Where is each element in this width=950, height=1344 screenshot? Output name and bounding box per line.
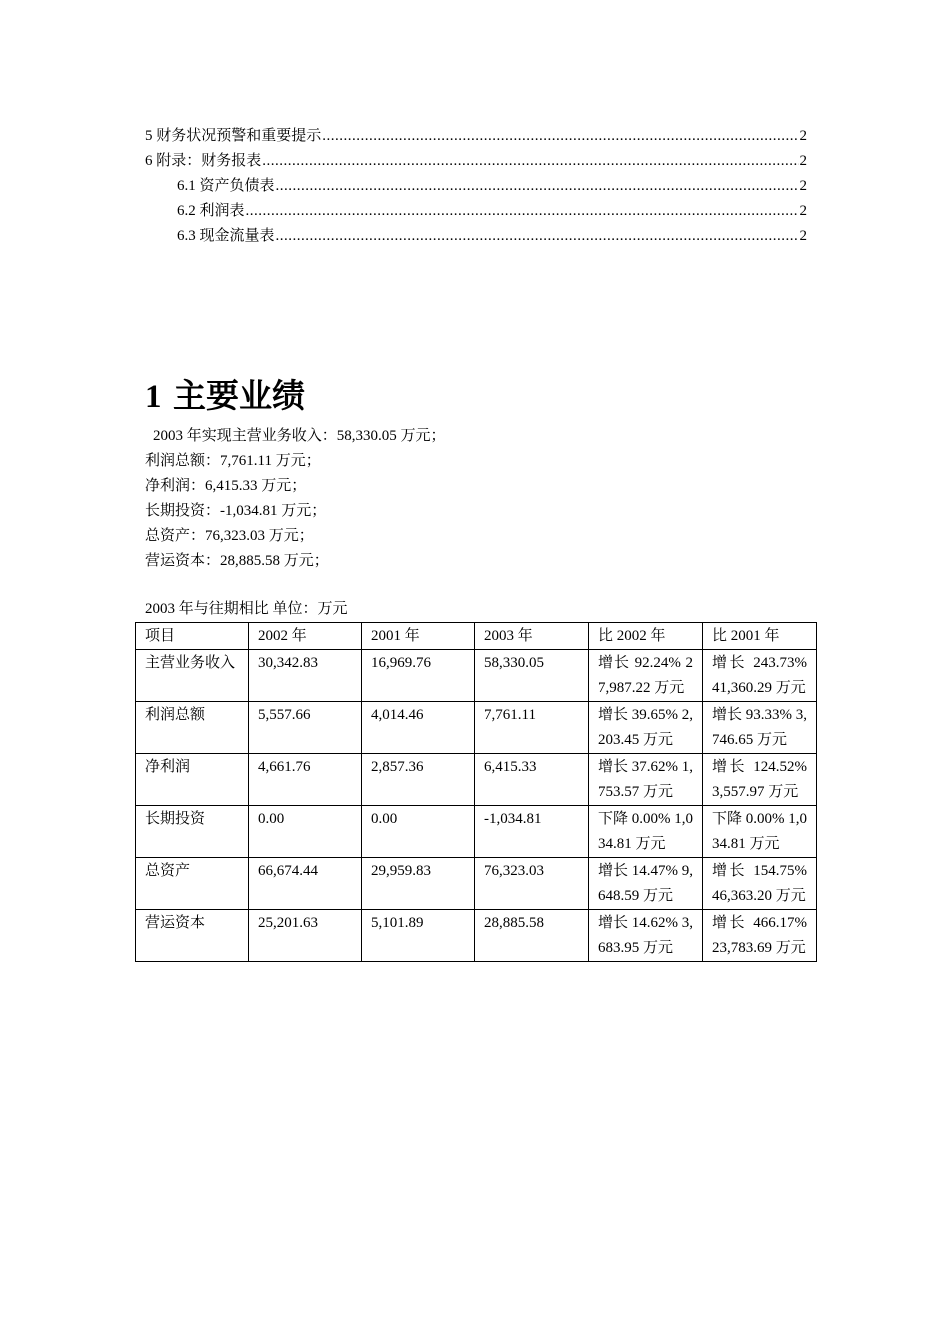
cell-2003: 6,415.33 [475,754,589,806]
cell-item: 净利润 [136,754,249,806]
cell-2003: 7,761.11 [475,702,589,754]
table-header-row [136,623,817,650]
section-title: 主要业绩 [173,376,305,415]
cell-vs-2002: 增长 92.24% 27,987.22 万元 [589,650,703,702]
summary-line: 总资产：76,323.03 万元； [145,528,314,544]
table-row [136,858,817,910]
toc-entry-page: 2 [799,178,807,194]
column-header: 比 2001 年 [703,623,817,650]
toc-leader-dots [246,199,799,224]
toc-entry[interactable] [145,174,807,199]
toc-leader-dots [276,224,799,249]
toc-entry-title: 6.2 利润表 [177,203,245,219]
cell-2001: 2,857.36 [362,754,475,806]
summary-line: 2003 年实现主营业务收入：58,330.05 万元； [153,428,446,444]
toc-leader-dots [322,124,798,149]
cell-item: 长期投资 [136,806,249,858]
section-heading [145,374,305,419]
cell-vs-2002: 增长 14.62% 3,683.95 万元 [589,910,703,962]
cell-item: 主营业务收入 [136,650,249,702]
cell-vs-2001: 增长 466.17% 23,783.69 万元 [703,910,817,962]
cell-item: 利润总额 [136,702,249,754]
toc-entry-page: 2 [799,203,807,219]
table-row [136,754,817,806]
toc-entry[interactable] [145,124,807,149]
cell-2002: 5,557.66 [249,702,362,754]
cell-vs-2002: 增长 14.47% 9,648.59 万元 [589,858,703,910]
cell-2003: -1,034.81 [475,806,589,858]
toc-entry-page: 2 [799,153,807,169]
column-header: 项目 [136,623,249,650]
cell-vs-2001: 增长 243.73% 41,360.29 万元 [703,650,817,702]
cell-vs-2001: 下降 0.00% 1,034.81 万元 [703,806,817,858]
toc-entry-title: 6 附录：财务报表 [145,153,262,169]
table-row [136,910,817,962]
summary-line: 利润总额：7,761.11 万元； [145,453,321,469]
cell-vs-2002: 下降 0.00% 1,034.81 万元 [589,806,703,858]
cell-vs-2002: 增长 39.65% 2,203.45 万元 [589,702,703,754]
summary-line: 营运资本：28,885.58 万元； [145,553,329,569]
toc-entry-page: 2 [799,128,807,144]
column-header: 2002 年 [249,623,362,650]
table-row [136,702,817,754]
summary-line: 净利润：6,415.33 万元； [145,478,307,494]
table-row [136,650,817,702]
toc-leader-dots [276,174,799,199]
toc-entry[interactable] [145,199,807,224]
cell-vs-2002: 增长 37.62% 1,753.57 万元 [589,754,703,806]
cell-item: 总资产 [136,858,249,910]
column-header: 2001 年 [362,623,475,650]
toc-entry-title: 6.1 资产负债表 [177,178,275,194]
table-caption: 2003 年与往期相比 单位：万元 [145,601,348,617]
performance-summary [145,424,446,574]
cell-item: 营运资本 [136,910,249,962]
cell-2003: 28,885.58 [475,910,589,962]
toc-entry-title: 6.3 现金流量表 [177,228,275,244]
cell-vs-2001: 增长 93.33% 3,746.65 万元 [703,702,817,754]
cell-2001: 16,969.76 [362,650,475,702]
cell-2002: 66,674.44 [249,858,362,910]
cell-vs-2001: 增长 124.52% 3,557.97 万元 [703,754,817,806]
summary-line: 长期投资：-1,034.81 万元； [145,503,327,519]
toc-entry[interactable] [145,224,807,249]
cell-2001: 29,959.83 [362,858,475,910]
cell-2003: 58,330.05 [475,650,589,702]
section-number: 1 [145,379,162,415]
toc-entry-page: 2 [799,228,807,244]
cell-2001: 0.00 [362,806,475,858]
cell-2002: 0.00 [249,806,362,858]
column-header: 2003 年 [475,623,589,650]
toc-entry-title: 5 财务状况预警和重要提示 [145,128,322,144]
cell-2001: 4,014.46 [362,702,475,754]
cell-2002: 4,661.76 [249,754,362,806]
comparison-table [135,622,817,962]
toc-leader-dots [262,149,798,174]
cell-2003: 76,323.03 [475,858,589,910]
toc-entry[interactable] [145,149,807,174]
table-row [136,806,817,858]
cell-vs-2001: 增长 154.75% 46,363.20 万元 [703,858,817,910]
cell-2002: 30,342.83 [249,650,362,702]
table-of-contents [145,124,807,249]
cell-2002: 25,201.63 [249,910,362,962]
column-header: 比 2002 年 [589,623,703,650]
cell-2001: 5,101.89 [362,910,475,962]
